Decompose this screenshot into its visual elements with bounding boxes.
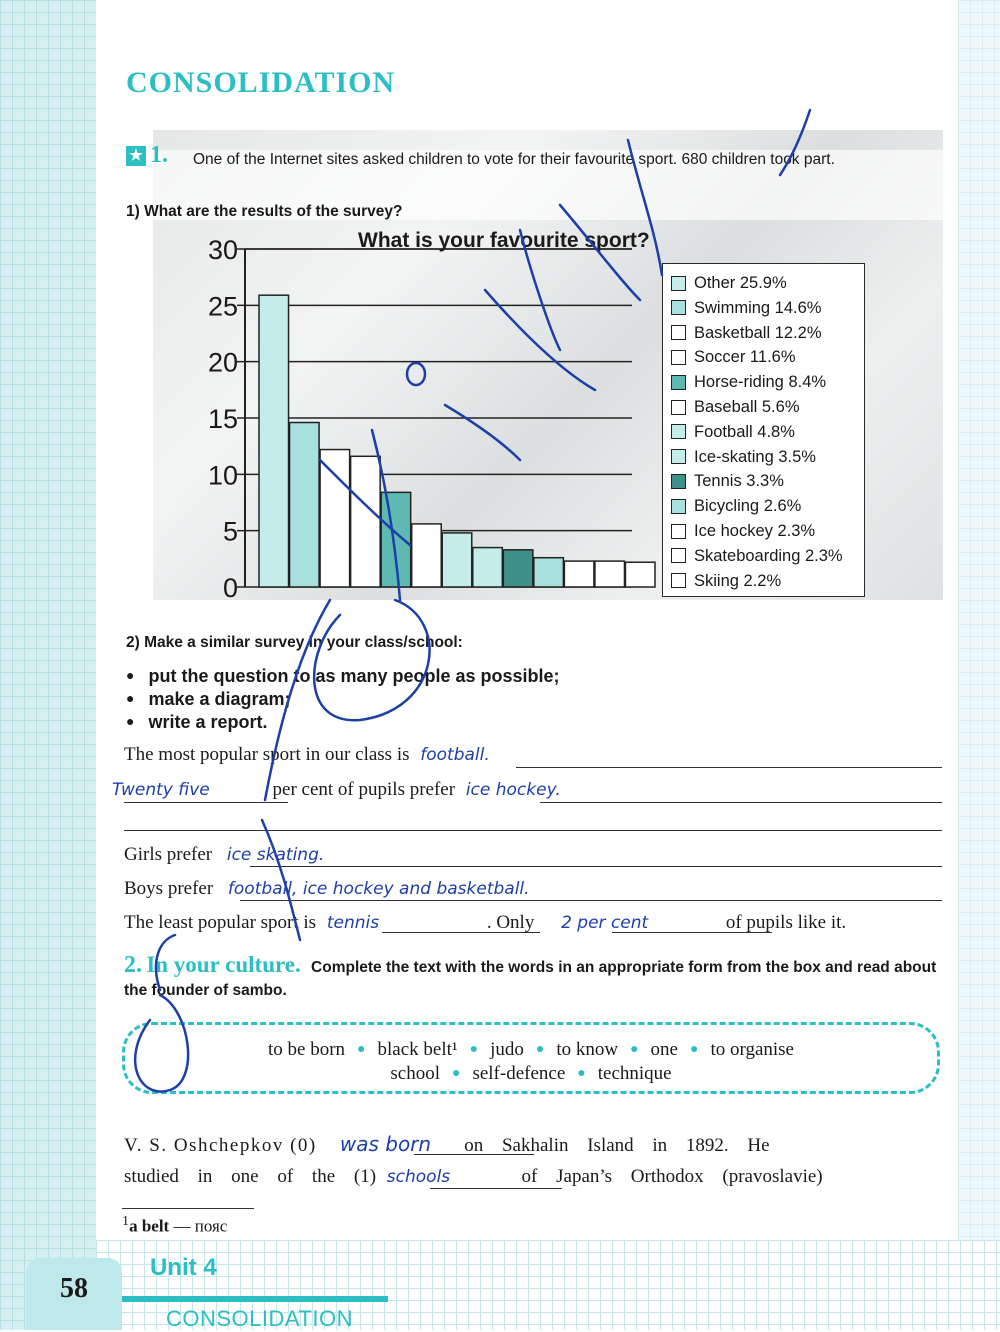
legend-label: Soccer 11.6% <box>694 348 796 367</box>
dot-icon: ● <box>357 1042 366 1057</box>
answer-line <box>414 1154 534 1155</box>
left-grid-margin <box>0 0 96 1330</box>
word-box-row-2 <box>125 1063 937 1085</box>
legend-label: Skateboarding 2.3% <box>694 546 843 565</box>
answer-line <box>124 830 942 831</box>
y-tick-label: 5 <box>222 516 238 547</box>
legend-swatch <box>671 573 686 588</box>
word-item: technique <box>597 1063 672 1084</box>
bar-skiing <box>625 562 655 587</box>
legend-label: Skiing 2.2% <box>694 571 782 590</box>
word-item: black belt¹ <box>377 1039 458 1060</box>
unit-bar <box>122 1296 388 1302</box>
legend-swatch <box>671 300 686 315</box>
report-line-1-prefix: The most popular sport in our class is <box>124 744 410 765</box>
exercise-2-title: In your culture. <box>146 952 301 977</box>
answer-line <box>382 932 540 933</box>
text-line-2 <box>124 1166 823 1188</box>
bar-tennis <box>503 550 533 587</box>
answer-0[interactable]: was born <box>339 1132 432 1156</box>
legend-swatch <box>671 350 686 365</box>
dot-icon: ● <box>577 1066 586 1081</box>
legend-item <box>671 446 816 468</box>
dot-icon: ● <box>469 1042 479 1057</box>
bar-ice-hockey <box>564 561 594 587</box>
answer-preferred-sport[interactable]: ice hockey. <box>465 780 561 800</box>
bar-other <box>259 295 289 587</box>
text-line-2-start: studied in one of the (1) <box>124 1166 377 1187</box>
footnote-rule <box>122 1208 254 1209</box>
legend-item <box>671 346 796 368</box>
bar-basketball <box>320 450 350 587</box>
legend-label: Football 4.8% <box>694 422 795 441</box>
word-item: school <box>390 1063 440 1084</box>
dot-icon: ● <box>535 1042 545 1057</box>
dot-icon: ● <box>630 1042 639 1057</box>
legend-swatch <box>671 375 686 390</box>
legend-label: Ice-skating 3.5% <box>694 447 816 466</box>
answer-percent[interactable]: Twenty five <box>112 780 210 800</box>
legend-label: Other 25.9% <box>694 274 787 292</box>
answer-line <box>430 1188 562 1189</box>
legend-swatch <box>671 474 686 489</box>
answer-line <box>612 932 772 933</box>
legend-item <box>671 272 787 294</box>
word-box <box>122 1022 940 1094</box>
bullet-item: ● make a diagram; <box>126 687 560 710</box>
word-item: one <box>650 1039 678 1060</box>
dot-icon: ● <box>451 1066 461 1081</box>
legend-swatch <box>671 449 686 464</box>
text-line-1-start: V. S. Oshchepkov (0) <box>124 1135 317 1156</box>
chart-legend <box>662 263 865 597</box>
y-tick-label: 20 <box>207 347 238 378</box>
exercise-1-number-text: 1. <box>150 142 168 168</box>
text-line-2-end: of Japan’s Orthodox (pravoslavie) <box>521 1166 823 1187</box>
answer-1[interactable]: schools <box>386 1167 451 1187</box>
word-item: self-defence <box>472 1063 566 1084</box>
legend-item <box>671 520 815 542</box>
question-2: 2) Make a similar survey in your class/school: <box>126 634 463 651</box>
report-line-4-prefix: Boys prefer <box>124 878 214 899</box>
report-line-3-prefix: Girls prefer <box>124 844 213 865</box>
footnote-translation: пояс <box>194 1216 228 1236</box>
question-1: 1) What are the results of the survey? <box>126 203 403 220</box>
legend-item <box>671 495 801 517</box>
legend-label: Bicycling 2.6% <box>694 497 802 516</box>
answer-line <box>124 802 288 803</box>
legend-label: Baseball 5.6% <box>694 398 800 416</box>
unit-section-label: CONSOLIDATION <box>166 1306 354 1331</box>
exercise-2-number: 2. <box>124 952 142 978</box>
bar-skateboarding <box>595 561 625 587</box>
legend-label: Basketball 12.2% <box>694 323 822 342</box>
exercise-1-instruction: One of the Internet sites asked children to vote for their favourite sport. 680 children took part. <box>193 151 835 168</box>
bullet-item: ● write a report. <box>126 710 560 733</box>
legend-swatch <box>671 276 686 291</box>
footnote-dash: — <box>173 1216 191 1236</box>
answer-least-popular[interactable]: tennis <box>326 913 380 933</box>
legend-item <box>671 470 784 492</box>
bar-football <box>442 533 472 587</box>
answer-most-popular[interactable]: football. <box>420 745 490 765</box>
exercise-2-instruction: Complete the text with the words in an appropriate form from the box and read about the founder of sambo. <box>124 959 937 999</box>
exercise-2-heading <box>124 953 944 1002</box>
report-line-1 <box>124 744 490 766</box>
legend-swatch <box>671 325 686 340</box>
legend-label: Swimming 14.6% <box>694 298 822 317</box>
legend-item <box>671 570 781 592</box>
bar-soccer <box>351 456 381 587</box>
page-number: 58 <box>26 1258 122 1330</box>
legend-item <box>671 545 843 567</box>
legend-swatch <box>671 499 686 514</box>
legend-item <box>671 396 800 418</box>
y-tick-label: 10 <box>207 460 238 491</box>
answer-boys[interactable]: football, ice hockey and basketball. <box>227 879 530 899</box>
report-line-2 <box>112 779 561 801</box>
report-line-5 <box>124 912 846 934</box>
answer-girls[interactable]: ice skating. <box>226 845 325 865</box>
chart-title: What is your favourite sport? <box>358 229 650 252</box>
dot-icon: ● <box>689 1042 699 1057</box>
bar-bicycling <box>534 558 564 587</box>
word-item: to organise <box>710 1039 794 1060</box>
answer-least-percent[interactable]: 2 per cent <box>561 913 649 933</box>
legend-swatch <box>671 400 686 415</box>
bar-ice-skating <box>473 548 503 587</box>
report-line-4 <box>124 878 530 900</box>
y-tick-label: 15 <box>207 404 238 434</box>
answer-line <box>240 900 942 901</box>
legend-swatch <box>671 424 686 439</box>
page-title: CONSOLIDATION <box>126 66 396 99</box>
legend-item <box>671 371 826 393</box>
answer-line <box>250 866 942 867</box>
unit-label: Unit 4 <box>150 1254 217 1281</box>
legend-swatch <box>671 524 686 539</box>
word-item: to be born <box>267 1039 346 1060</box>
report-line-2-text: per cent of pupils prefer <box>272 779 456 800</box>
word-box-row-1 <box>125 1039 937 1061</box>
footnote <box>122 1213 227 1237</box>
legend-swatch <box>671 548 686 563</box>
legend-item <box>671 297 821 319</box>
word-item: to know <box>556 1039 619 1060</box>
legend-label: Horse-riding 8.4% <box>694 373 827 392</box>
bar-swimming <box>290 423 320 587</box>
bullet-item: ● put the question to as many people as possible; <box>126 664 560 687</box>
footnote-term: a belt <box>129 1216 170 1236</box>
y-tick-label: 30 <box>207 235 238 265</box>
right-grid-margin <box>958 0 1000 1240</box>
star-icon: ★ <box>126 146 146 166</box>
y-tick-label: 25 <box>207 291 238 322</box>
bar-chart <box>195 230 665 600</box>
bar-baseball <box>412 524 442 587</box>
word-item: judo <box>490 1039 524 1060</box>
legend-item <box>671 322 822 344</box>
answer-line <box>540 802 942 803</box>
bar-horse-riding <box>381 492 411 587</box>
legend-item <box>671 421 795 443</box>
y-tick-label: 0 <box>222 573 238 600</box>
footnote-marker: 1 <box>122 1213 130 1229</box>
answer-line <box>516 767 942 768</box>
legend-label: Tennis 3.3% <box>694 472 784 491</box>
report-line-5-mid: . Only <box>486 912 535 933</box>
report-line-5-prefix: The least popular sport is <box>124 912 317 933</box>
text-line-1-end: on Sakhalin Island in 1892. He <box>464 1135 770 1156</box>
legend-label: Ice hockey 2.3% <box>694 522 816 540</box>
task-bullets <box>126 664 560 733</box>
report-line-5-suffix: of pupils like it. <box>725 912 847 933</box>
report-line-3 <box>124 844 324 866</box>
